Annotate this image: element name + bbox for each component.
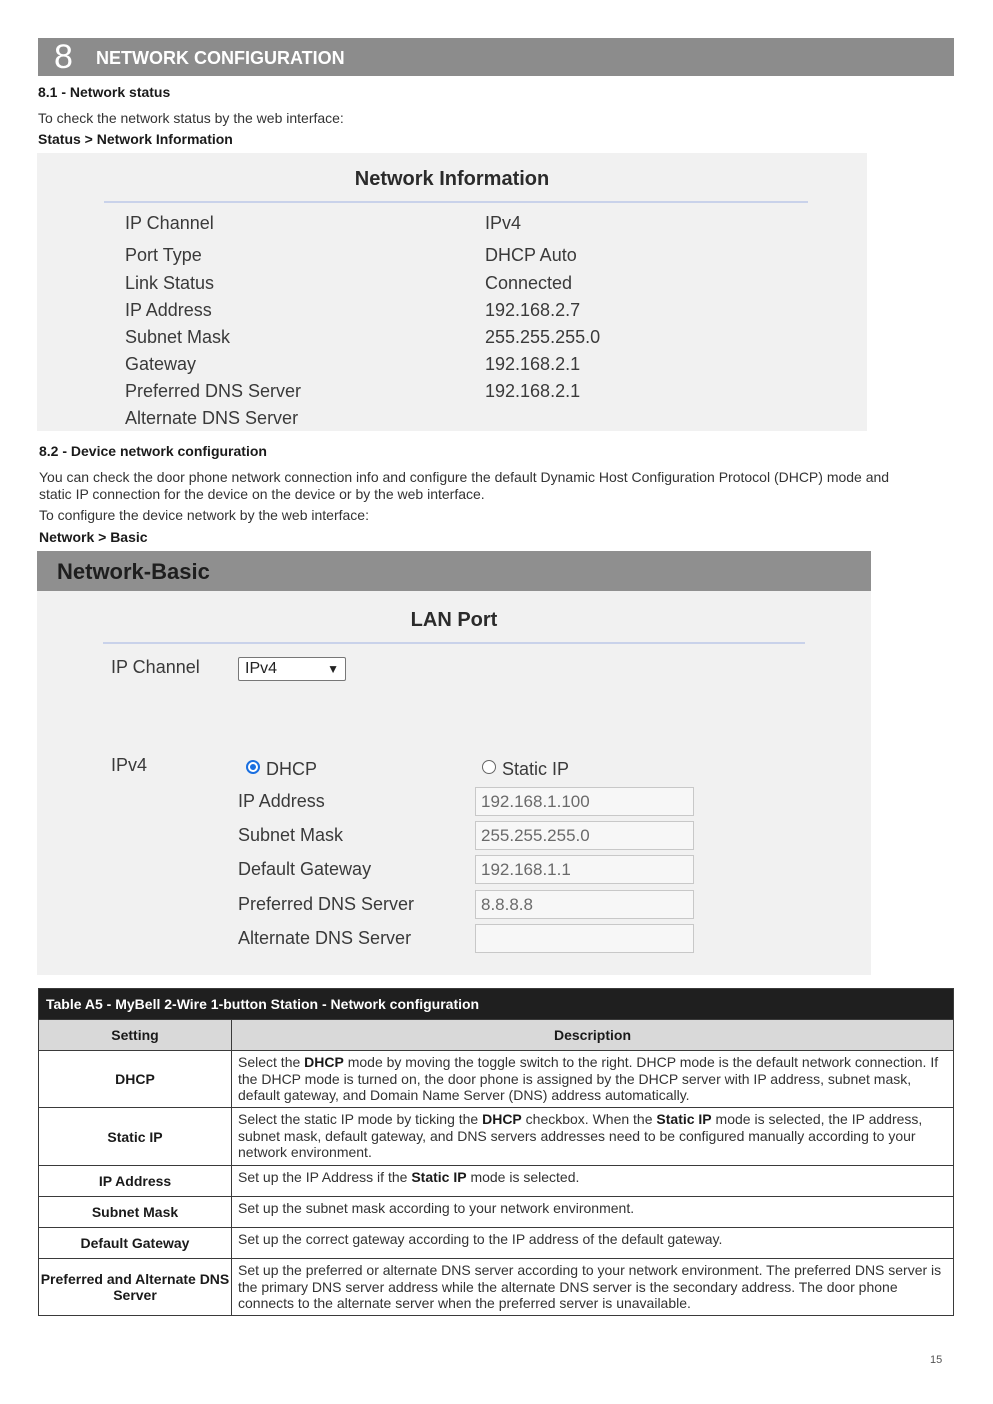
network-info-label: Link Status	[125, 273, 215, 293]
dhcp-radio[interactable]	[246, 760, 260, 774]
network-info-label: Alternate DNS Server	[125, 408, 299, 428]
description-text: Set up the preferred or alternate DNS server according to your network environment. The preferred DNS server is the primary DNS server address while the alternate DNS server is the secondary address. The door phone connects to the alternate server when the preferred server is unavailable.	[238, 1262, 942, 1311]
description-cell	[232, 1197, 954, 1228]
network-info-label: Preferred DNS Server	[125, 381, 302, 401]
network-configuration-table	[38, 988, 954, 1316]
network-basic-field-label: IP Address	[238, 791, 325, 811]
column-header-setting: Setting	[39, 1020, 232, 1051]
network-info-value: 192.168.2.7	[485, 300, 581, 320]
lan-port-divider	[103, 642, 805, 644]
intro-text-8-2-line1: You can check the door phone network connection info and configure the default Dynamic Host Configuration Protocol (DHCP) mode and	[39, 469, 890, 485]
ip-channel-select[interactable]	[238, 657, 346, 681]
network-info-value: IPv4	[485, 213, 522, 233]
setting-cell: Preferred and Alternate DNS Server	[39, 1259, 232, 1316]
description-text: Set up the correct gateway according to the IP address of the default gateway.	[238, 1231, 723, 1247]
intro-text-8-2-web: To configure the device network by the web interface:	[39, 507, 369, 523]
ip-channel-label: IP Channel	[111, 657, 200, 677]
network-basic-header-bar	[37, 551, 871, 591]
description-text: mode is selected, the IP address, subnet mask, default gateway, and DNS servers addresses need to be configured manually according to your network environment.	[238, 1111, 923, 1160]
description-emphasis: DHCP	[482, 1111, 522, 1127]
static-ip-radio[interactable]	[482, 760, 496, 774]
description-emphasis: Static IP	[411, 1169, 467, 1185]
description-cell	[232, 1166, 954, 1197]
network-basic-field-label: Subnet Mask	[238, 825, 344, 845]
description-text: Select the	[238, 1054, 305, 1070]
column-header-description: Description	[232, 1020, 954, 1051]
intro-text-8-1: To check the network status by the web interface:	[38, 110, 344, 126]
setting-cell: Subnet Mask	[39, 1197, 232, 1228]
dhcp-radio-label: DHCP	[266, 759, 318, 779]
setting-cell: Default Gateway	[39, 1228, 232, 1259]
network-info-value: DHCP Auto	[485, 245, 577, 265]
network-basic-field-label: Alternate DNS Server	[238, 928, 412, 948]
network-info-label: Gateway	[125, 354, 197, 374]
description-cell	[232, 1051, 954, 1108]
network-information-title: Network Information	[354, 168, 550, 190]
table-row	[39, 1259, 954, 1316]
network-basic-field-input[interactable]: 192.168.1.100	[475, 787, 694, 816]
subsection-heading-8-1: 8.1 - Network status	[38, 84, 171, 100]
intro-text-8-2-line2: static IP connection for the device on the device or by the web interface.	[39, 486, 485, 502]
table-row	[39, 1166, 954, 1197]
title-divider	[104, 201, 808, 203]
description-cell	[232, 1108, 954, 1166]
network-basic-field-input[interactable]: 255.255.255.0	[475, 821, 694, 850]
table-row	[39, 1197, 954, 1228]
description-text: Set up the subnet mask according to your network environment.	[238, 1200, 635, 1216]
description-text: checkbox. When the	[521, 1111, 657, 1127]
static-ip-radio-label: Static IP	[502, 759, 570, 779]
description-text: Set up the IP Address if the	[238, 1169, 412, 1185]
network-info-label: Port Type	[125, 245, 202, 265]
network-basic-screenshot	[37, 551, 871, 975]
menu-path-status: Status > Network Information	[38, 131, 233, 147]
network-basic-field-input[interactable]	[475, 924, 694, 953]
section-number: 8	[54, 38, 73, 76]
lan-port-title: LAN Port	[410, 609, 498, 631]
section-header	[38, 38, 954, 76]
section-title: NETWORK CONFIGURATION	[96, 48, 345, 68]
network-basic-field-label: Preferred DNS Server	[238, 894, 415, 914]
chevron-down-icon: ▼	[327, 662, 339, 676]
network-basic-title: Network-Basic	[57, 559, 210, 584]
network-info-value: 192.168.2.1	[485, 354, 581, 374]
network-info-value: Connected	[485, 273, 573, 293]
setting-cell: DHCP	[39, 1051, 232, 1108]
network-info-value: 255.255.255.0	[485, 327, 601, 347]
description-cell	[232, 1259, 954, 1316]
table-row	[39, 1228, 954, 1259]
page-number: 15	[930, 1354, 943, 1366]
network-info-label: Subnet Mask	[125, 327, 231, 347]
description-text: mode by moving the toggle switch to the right. DHCP mode is the default network connection. If the DHCP mode is turned on, the door phone is assigned by the DHCP server with IP address, subnet mask, default gateway, and Domain Name Server (DNS) address automatically.	[238, 1054, 939, 1103]
table-caption: Table A5 - MyBell 2-Wire 1-button Station - Network configuration	[39, 989, 954, 1020]
description-emphasis: DHCP	[304, 1054, 344, 1070]
ip-channel-select-value: IPv4	[245, 660, 278, 677]
network-basic-field-label: Default Gateway	[238, 859, 372, 879]
setting-cell: IP Address	[39, 1166, 232, 1197]
network-basic-field-input[interactable]: 8.8.8.8	[475, 890, 694, 919]
description-cell	[232, 1228, 954, 1259]
network-info-label: IP Address	[125, 300, 212, 320]
description-emphasis: Static IP	[656, 1111, 712, 1127]
network-basic-field-input[interactable]: 192.168.1.1	[475, 855, 694, 884]
menu-path-network: Network > Basic	[39, 529, 148, 545]
network-info-value: 192.168.2.1	[485, 381, 581, 401]
setting-cell: Static IP	[39, 1108, 232, 1166]
table-row	[39, 1051, 954, 1108]
description-text: Select the static IP mode by ticking the	[238, 1111, 483, 1127]
subsection-heading-8-2: 8.2 - Device network configuration	[39, 443, 267, 459]
network-information-screenshot	[37, 153, 867, 431]
table-row	[39, 1108, 954, 1166]
description-text: mode is selected.	[466, 1169, 580, 1185]
ipv4-label: IPv4	[111, 755, 148, 775]
network-info-label: IP Channel	[125, 213, 214, 233]
